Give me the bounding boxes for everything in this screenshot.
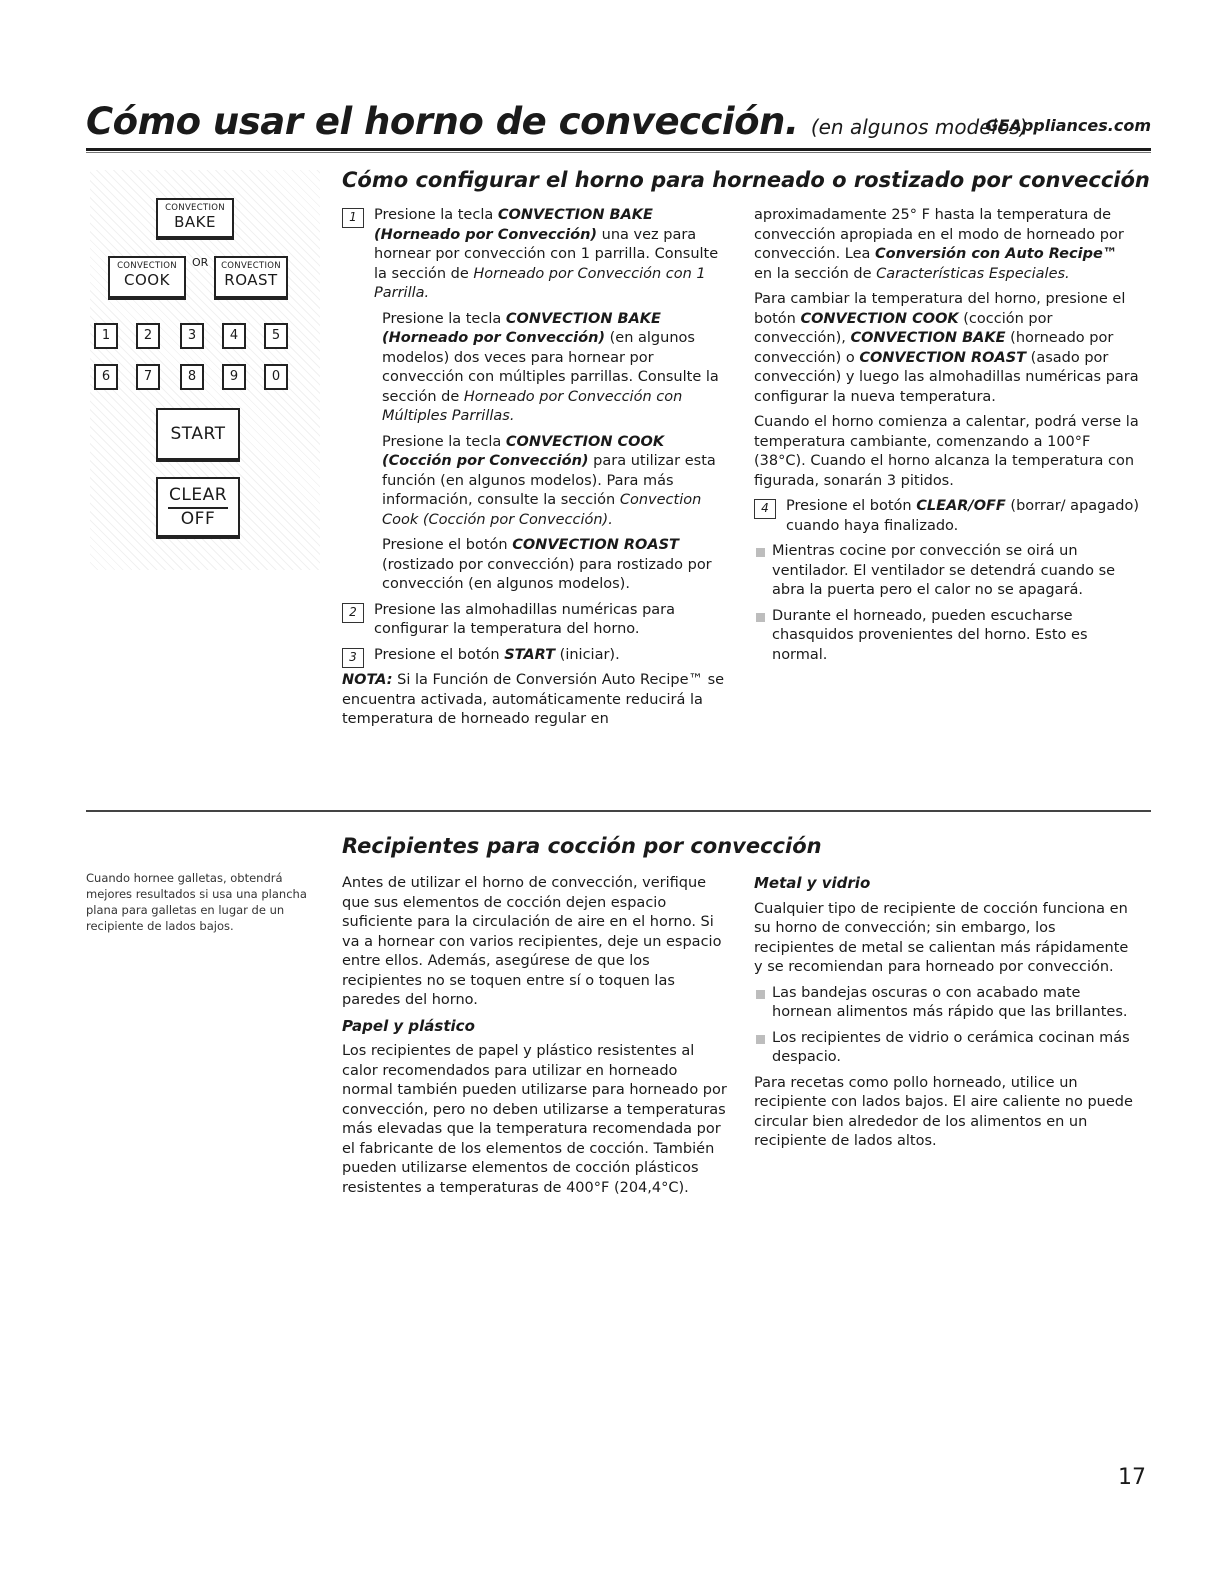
page-number: 17 xyxy=(1118,1465,1146,1490)
page-title xyxy=(86,100,1028,143)
clear-off-key xyxy=(156,477,240,539)
note xyxy=(342,671,732,730)
step-2 xyxy=(342,601,732,640)
bold-text: CLEAR/OFF xyxy=(916,498,1006,514)
italic-text: Horneado por Convección con 1 Parrilla. xyxy=(374,265,706,301)
bold-text: CONVECTION ROAST xyxy=(859,349,1027,366)
setup-right-column xyxy=(754,206,1139,671)
step-1-multi-rack xyxy=(342,310,732,427)
digit-key: 5 xyxy=(264,323,288,349)
digit-key: 9 xyxy=(222,364,246,390)
italic-text: Horneado por Convección con Múltiples Parrillas. xyxy=(382,388,683,424)
text: Presione la tecla xyxy=(382,433,506,450)
bullet-item: Durante el horneado, pueden escucharse chasquidos provenientes del horno. Esto es normal. xyxy=(754,607,1139,666)
paragraph xyxy=(754,206,1139,284)
text: aproximadamente 25° F hasta la temperatura de convección apropiada en el modo de horneado por convección. Lea xyxy=(754,207,1124,262)
text: Presione la tecla xyxy=(382,310,506,327)
key-large-label: OFF xyxy=(168,507,228,529)
text: Si la Función de Conversión Auto Recipe™ se encuentra activada, automáticamente reducirá la temperatura de horneado regular en xyxy=(342,672,725,727)
key-large-label: BAKE xyxy=(174,213,216,231)
control-panel-illustration xyxy=(90,170,320,570)
italic-text: Características Especiales. xyxy=(876,265,1070,282)
bullet-item: Mientras cocine por convección se oirá un ventilador. El ventilador se detendrá cuando se abra la puerta pero el calor no se apagará. xyxy=(754,542,1139,601)
digit-key: 1 xyxy=(94,323,118,349)
text: Para cambiar la temperatura del horno, presione el botón xyxy=(754,291,1126,327)
key-large-label: COOK xyxy=(124,271,170,289)
setup-left-column xyxy=(342,206,732,736)
title-subtitle: (en algunos modelos) xyxy=(810,115,1028,139)
key-small-label: CONVECTION xyxy=(165,203,225,213)
bold-text: CONVECTION BAKE (Horneado por Convección) xyxy=(374,207,653,243)
digit-key: 0 xyxy=(264,364,288,390)
text: (rostizado por convección) para rostizado por convección (en algunos modelos). xyxy=(382,556,712,592)
pans-left-column xyxy=(342,874,732,1204)
key-small-label: CONVECTION xyxy=(221,261,281,271)
subheading-paper-plastic: Papel y plástico xyxy=(342,1016,475,1035)
or-label: OR xyxy=(192,256,209,269)
italic-text: Convection Cook (Cocción por Convección). xyxy=(382,492,702,528)
key-small-label: CONVECTION xyxy=(117,261,177,271)
step-number-box: 2 xyxy=(342,603,364,623)
bold-text: CONVECTION BAKE (Horneado por Convección) xyxy=(382,310,661,346)
text: (borrar/ apagado) cuando haya finalizado. xyxy=(786,498,1139,534)
digit-key: 4 xyxy=(222,323,246,349)
website-label: GEAppliances.com xyxy=(985,116,1151,135)
digit-key: 6 xyxy=(94,364,118,390)
convection-roast-key xyxy=(214,256,288,300)
text: (asado por convección) y luego las almohadillas numéricas para configurar la nueva temperatura. xyxy=(754,349,1139,405)
step-number-box: 1 xyxy=(342,208,364,228)
pans-heading: Recipientes para cocción por convección xyxy=(342,834,822,858)
text: para utilizar esta función (en algunos modelos). Para más información, consulte la sección xyxy=(382,453,716,508)
step-number-box: 4 xyxy=(754,499,776,519)
paragraph: Cualquier tipo de recipiente de cocción funciona en su horno de convección; sin embargo, los recipientes de metal se calientan más rápidamente y se recomiendan para horneado por convección. xyxy=(754,900,1129,975)
bold-text: START xyxy=(504,646,556,663)
setup-heading: Cómo configurar el horno para horneado o rostizado por convección xyxy=(342,168,1150,192)
text: Presione las almohadillas numéricas para configurar la temperatura del horno. xyxy=(374,601,676,637)
title-text: Cómo usar el horno de convección. xyxy=(86,100,799,143)
step-4 xyxy=(754,497,1139,536)
convection-cook-key xyxy=(108,256,186,300)
key-large-label: ROAST xyxy=(224,271,278,289)
convection-bake-key xyxy=(156,198,234,240)
step-1-convection-roast xyxy=(342,536,732,595)
step-number-box: 3 xyxy=(342,648,364,668)
paragraph: Para recetas como pollo horneado, utilice un recipiente con lados bajos. El aire caliente no puede circular bien alrededor de los alimentos en un recipiente de lados altos. xyxy=(754,1074,1133,1149)
text: Presione el botón xyxy=(382,537,513,553)
bullet-item: Los recipientes de vidrio o cerámica cocinan más despacio. xyxy=(754,1029,1139,1068)
step-1 xyxy=(342,206,732,304)
bold-text: CONVECTION COOK xyxy=(800,310,959,327)
step-1-convection-cook xyxy=(342,433,732,531)
step-3 xyxy=(342,646,732,666)
subheading-metal-glass: Metal y vidrio xyxy=(754,874,871,892)
pans-right-column xyxy=(754,874,1139,1158)
digit-key: 2 xyxy=(136,323,160,349)
header-rule-thin xyxy=(86,152,1151,153)
bold-text: CONVECTION COOK (Cocción por Convección) xyxy=(382,433,665,469)
text: (horneado por convección) o xyxy=(754,330,1114,366)
text: (en algunos modelos) dos veces para hornear por convección con múltiples parrillas. Consulte la sección de xyxy=(382,330,719,405)
text: Presione la tecla xyxy=(374,207,498,223)
bullet-item: Las bandejas oscuras o con acabado mate hornean alimentos más rápido que las brillantes. xyxy=(754,984,1139,1023)
start-key xyxy=(156,408,240,462)
paragraph: Antes de utilizar el horno de convección, verifique que sus elementos de cocción dejen espacio suficiente para la circulación de aire en el horno. Si va a hornear con varios recipientes, deje un espacio entre ellos. Además, asegúrese de que los recipientes no se toquen entre sí o toquen las paredes del horno. xyxy=(342,875,722,1008)
paragraph xyxy=(754,290,1139,407)
digit-key: 8 xyxy=(180,364,204,390)
header-rule xyxy=(86,148,1151,151)
digit-key: 3 xyxy=(180,323,204,349)
text: (iniciar). xyxy=(555,646,620,663)
note-label: NOTA: xyxy=(342,672,393,688)
paragraph: Cuando el horno comienza a calentar, podrá verse la temperatura cambiante, comenzando a 100°F (38°C). Cuando el horno alcanza la temperatura con figurada, sonarán 3 pitidos. xyxy=(754,414,1139,489)
text: Presione el botón xyxy=(374,646,505,663)
text: Presione el botón xyxy=(786,498,917,514)
text: (cocción por convección), xyxy=(754,310,1053,346)
side-note: Cuando hornee galletas, obtendrá mejores resultados si usa una plancha plana para galletas en lugar de un recipiente de lados bajos. xyxy=(86,871,307,933)
digit-key: 7 xyxy=(136,364,160,390)
text: una vez para hornear por convección con 1 parrilla. Consulte la sección de xyxy=(374,226,719,282)
bold-text: CONVECTION BAKE xyxy=(850,330,1006,346)
paragraph: Los recipientes de papel y plástico resistentes al calor recomendados para utilizar en horneado normal también pueden utilizarse para horneado por convección, pero no deben utilizarse a temperaturas más elevadas que la temperatura recomendada por el fabricante de los elementos de cocción. También pueden utilizarse elementos de cocción plásticos resistentes a temperaturas de 400°F (204,4°C). xyxy=(342,1043,727,1196)
section-divider xyxy=(86,810,1151,812)
key-large-label: CLEAR xyxy=(168,485,228,505)
text: en la sección de xyxy=(754,265,877,282)
bold-text: Conversión con Auto Recipe™ xyxy=(875,246,1118,262)
key-large-label: START xyxy=(170,424,226,444)
bold-text: CONVECTION ROAST xyxy=(512,537,679,553)
